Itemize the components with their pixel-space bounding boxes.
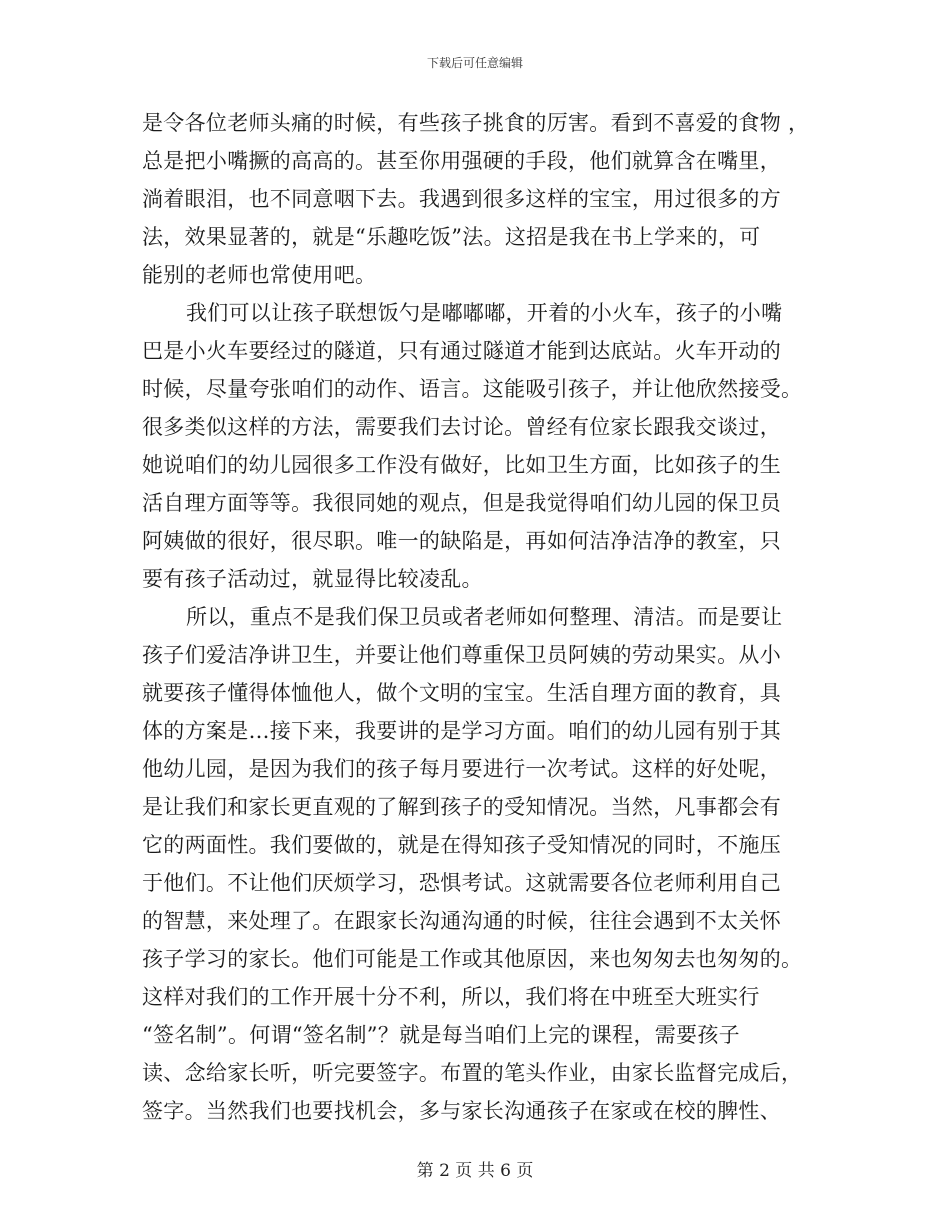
text-line: 要有孩子活动过，就显得比较凌乱。: [142, 567, 483, 591]
text-line: 淌着眼泪，也不同意咽下去。我遇到很多这样的宝宝，用过很多的方: [142, 187, 781, 211]
text-line: 于他们。不让他们厌烦学习，恐惧考试。这就需要各位老师利用自己: [142, 871, 781, 895]
paragraph-start-line: 我们可以让孩子联想饭勺是嘟嘟嘟，开着的小火车，孩子的小嘴: [186, 301, 783, 325]
paragraph-start-line: 所以，重点不是我们保卫员或者老师如何整理、清洁。而是要让: [186, 605, 783, 629]
text-line: 活自理方面等等。我很同她的观点，但是我觉得咱们幼儿园的保卫员: [142, 491, 781, 515]
text-line: 体的方案是…接下来，我要讲的是学习方面。咱们的幼儿园有别于其: [142, 719, 781, 743]
text-line: 时候，尽量夸张咱们的动作、语言。这能吸引孩子，并让他欣然接受。: [142, 377, 803, 401]
text-line: 总是把小嘴撅的高高的。甚至你用强硬的手段，他们就算含在嘴里，: [142, 149, 781, 173]
text-line: “签名制”。何谓“签名制”？就是每当咱们上完的课程，需要孩子: [142, 1023, 740, 1047]
header-note: 下载后可任意编辑: [426, 56, 523, 70]
text-line: 是让我们和家长更直观的了解到孩子的受知情况。当然，凡事都会有: [142, 795, 781, 819]
text-line: 很多类似这样的方法，需要我们去讨论。曾经有位家长跟我交谈过，: [142, 415, 781, 439]
text-line: 签字。当然我们也要找机会，多与家长沟通孩子在家或在校的脾性、: [142, 1099, 781, 1123]
text-line: 的智慧，来处理了。在跟家长沟通沟通的时候，往往会遇到不太关怀: [142, 909, 781, 933]
text-line: 孩子学习的家长。他们可能是工作或其他原因，来也匆匆去也匆匆的。: [142, 947, 803, 971]
text-line: 孩子们爱洁净讲卫生，并要让他们尊重保卫员阿姨的劳动果实。从小: [142, 643, 781, 667]
text-line: 这样对我们的工作开展十分不利，所以，我们将在中班至大班实行: [142, 985, 760, 1009]
text-line: 阿姨做的很好，很尽职。唯一的缺陷是，再如何洁净洁净的教室，只: [142, 529, 781, 553]
text-line: 法，效果显著的，就是“乐趣吃饭”法。这招是我在书上学来的，可: [142, 225, 761, 249]
text-line: 读、念给家长听，听完要签字。布置的笔头作业，由家长监督完成后，: [142, 1061, 803, 1085]
body-text: [142, 104, 814, 1130]
page-number: 第 2 页 共 6 页: [416, 1161, 534, 1181]
text-line: 巴是小火车要经过的隧道，只有通过隧道才能到达底站。火车开动的: [142, 339, 781, 363]
text-line: 能别的老师也常使用吧。: [142, 263, 377, 287]
text-line: 它的两面性。我们要做的，就是在得知孩子受知情况的同时，不施压: [142, 833, 781, 857]
text-line: 她说咱们的幼儿园很多工作没有做好，比如卫生方面，比如孩子的生: [142, 453, 781, 477]
text-line: 就要孩子懂得体恤他人，做个文明的宝宝。生活自理方面的教育，具: [142, 681, 781, 705]
text-line: 他幼儿园，是因为我们的孩子每月要进行一次考试。这样的好处呢，: [142, 757, 781, 781]
text-line: 是令各位老师头痛的时候，有些孩子挑食的厉害。看到不喜爱的食物 ，: [142, 111, 810, 135]
